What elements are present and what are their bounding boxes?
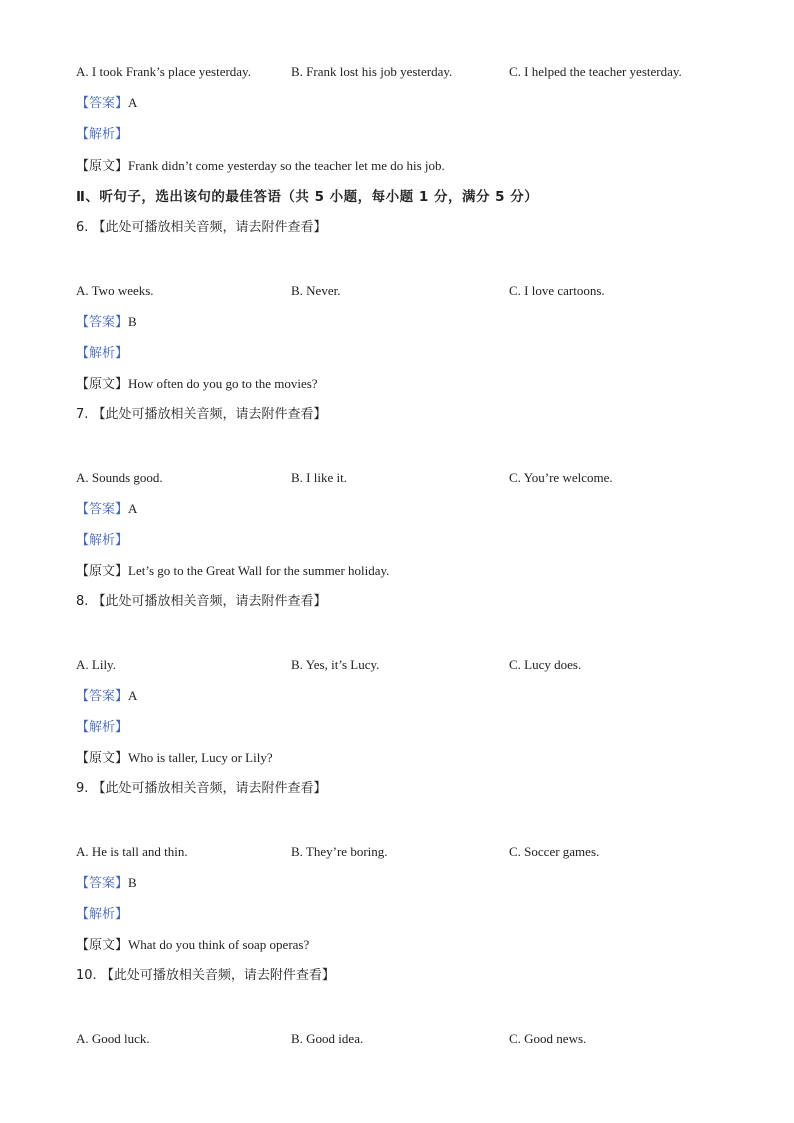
q5-analysis	[76, 125, 128, 144]
q9-analysis	[76, 905, 128, 924]
q8-option-b: B. Yes, it’s Lucy.	[291, 657, 380, 672]
original-text: Who is taller, Lucy or Lily?	[128, 750, 273, 765]
question-8-prompt	[76, 593, 327, 611]
original-text: How often do you go to the movies?	[128, 376, 318, 391]
answer-value: A	[128, 688, 138, 703]
q5-option-c: C. I helped the teacher yesterday.	[509, 64, 682, 79]
q6-answer	[76, 313, 137, 332]
q9-option-b: B. They’re boring.	[291, 844, 388, 859]
q9-option-a: A. He is tall and thin.	[76, 844, 188, 859]
q9-option-c: C. Soccer games.	[509, 844, 600, 859]
q8-original	[76, 749, 273, 768]
audio-placeholder: 【此处可播放相关音频，请去附件查看】	[92, 594, 327, 609]
q6-analysis	[76, 344, 128, 363]
answer-value: B	[128, 875, 137, 890]
question-10-prompt	[76, 967, 335, 985]
q10-option-c: C. Good news.	[509, 1031, 587, 1046]
original-text: What do you think of soap operas?	[128, 937, 310, 952]
q7-option-c: C. You’re welcome.	[509, 470, 613, 485]
q6-option-b: B. Never.	[291, 283, 341, 298]
q6-original	[76, 375, 318, 394]
section-heading: Ⅱ、听句子，选出该句的最佳答语（共 5 小题，每小题 1 分，满分 5 分）	[76, 189, 539, 205]
q10-option-a: A. Good luck.	[76, 1031, 150, 1046]
answer-label: 【答案】	[76, 876, 129, 891]
original-label: 【原文】	[76, 938, 129, 953]
original-label: 【原文】	[76, 159, 129, 174]
audio-placeholder: 【此处可播放相关音频，请去附件查看】	[92, 781, 327, 796]
audio-placeholder: 【此处可播放相关音频，请去附件查看】	[100, 968, 335, 983]
q10-option-b: B. Good idea.	[291, 1031, 364, 1046]
analysis-label: 【解析】	[76, 907, 129, 922]
answer-label: 【答案】	[76, 96, 129, 111]
analysis-label: 【解析】	[76, 346, 129, 361]
analysis-label: 【解析】	[76, 533, 129, 548]
q7-analysis	[76, 531, 128, 550]
q8-analysis	[76, 718, 128, 737]
answer-value: B	[128, 314, 137, 329]
q5-option-b: B. Frank lost his job yesterday.	[291, 64, 453, 79]
q8-option-c: C. Lucy does.	[509, 657, 582, 672]
q7-option-a: A. Sounds good.	[76, 470, 163, 485]
answer-value: A	[128, 501, 138, 516]
answer-value: A	[128, 95, 138, 110]
q5-option-a: A. I took Frank’s place yesterday.	[76, 64, 251, 79]
q7-answer	[76, 500, 137, 519]
original-text: Let’s go to the Great Wall for the summer holiday.	[128, 563, 390, 578]
analysis-label: 【解析】	[76, 720, 129, 735]
original-label: 【原文】	[76, 751, 129, 766]
q7-original	[76, 562, 389, 581]
original-label: 【原文】	[76, 377, 129, 392]
question-6-prompt	[76, 219, 327, 237]
q5-answer	[76, 94, 137, 113]
q6-option-a: A. Two weeks.	[76, 283, 154, 298]
analysis-label: 【解析】	[76, 127, 129, 142]
original-label: 【原文】	[76, 564, 129, 579]
answer-label: 【答案】	[76, 502, 129, 517]
original-text: Frank didn’t come yesterday so the teacher let me do his job.	[128, 158, 445, 173]
question-number: 7.	[76, 407, 89, 422]
question-number: 8.	[76, 594, 89, 609]
question-number: 10.	[76, 968, 97, 983]
answer-label: 【答案】	[76, 689, 129, 704]
q9-answer	[76, 874, 137, 893]
q8-answer	[76, 687, 137, 706]
q9-original	[76, 936, 309, 955]
question-number: 9.	[76, 781, 89, 796]
audio-placeholder: 【此处可播放相关音频，请去附件查看】	[92, 220, 327, 235]
question-number: 6.	[76, 220, 89, 235]
q6-option-c: C. I love cartoons.	[509, 283, 605, 298]
q7-option-b: B. I like it.	[291, 470, 347, 485]
q8-option-a: A. Lily.	[76, 657, 116, 672]
question-9-prompt	[76, 780, 327, 798]
question-7-prompt	[76, 406, 327, 424]
q5-original	[76, 157, 445, 176]
audio-placeholder: 【此处可播放相关音频，请去附件查看】	[92, 407, 327, 422]
answer-label: 【答案】	[76, 315, 129, 330]
